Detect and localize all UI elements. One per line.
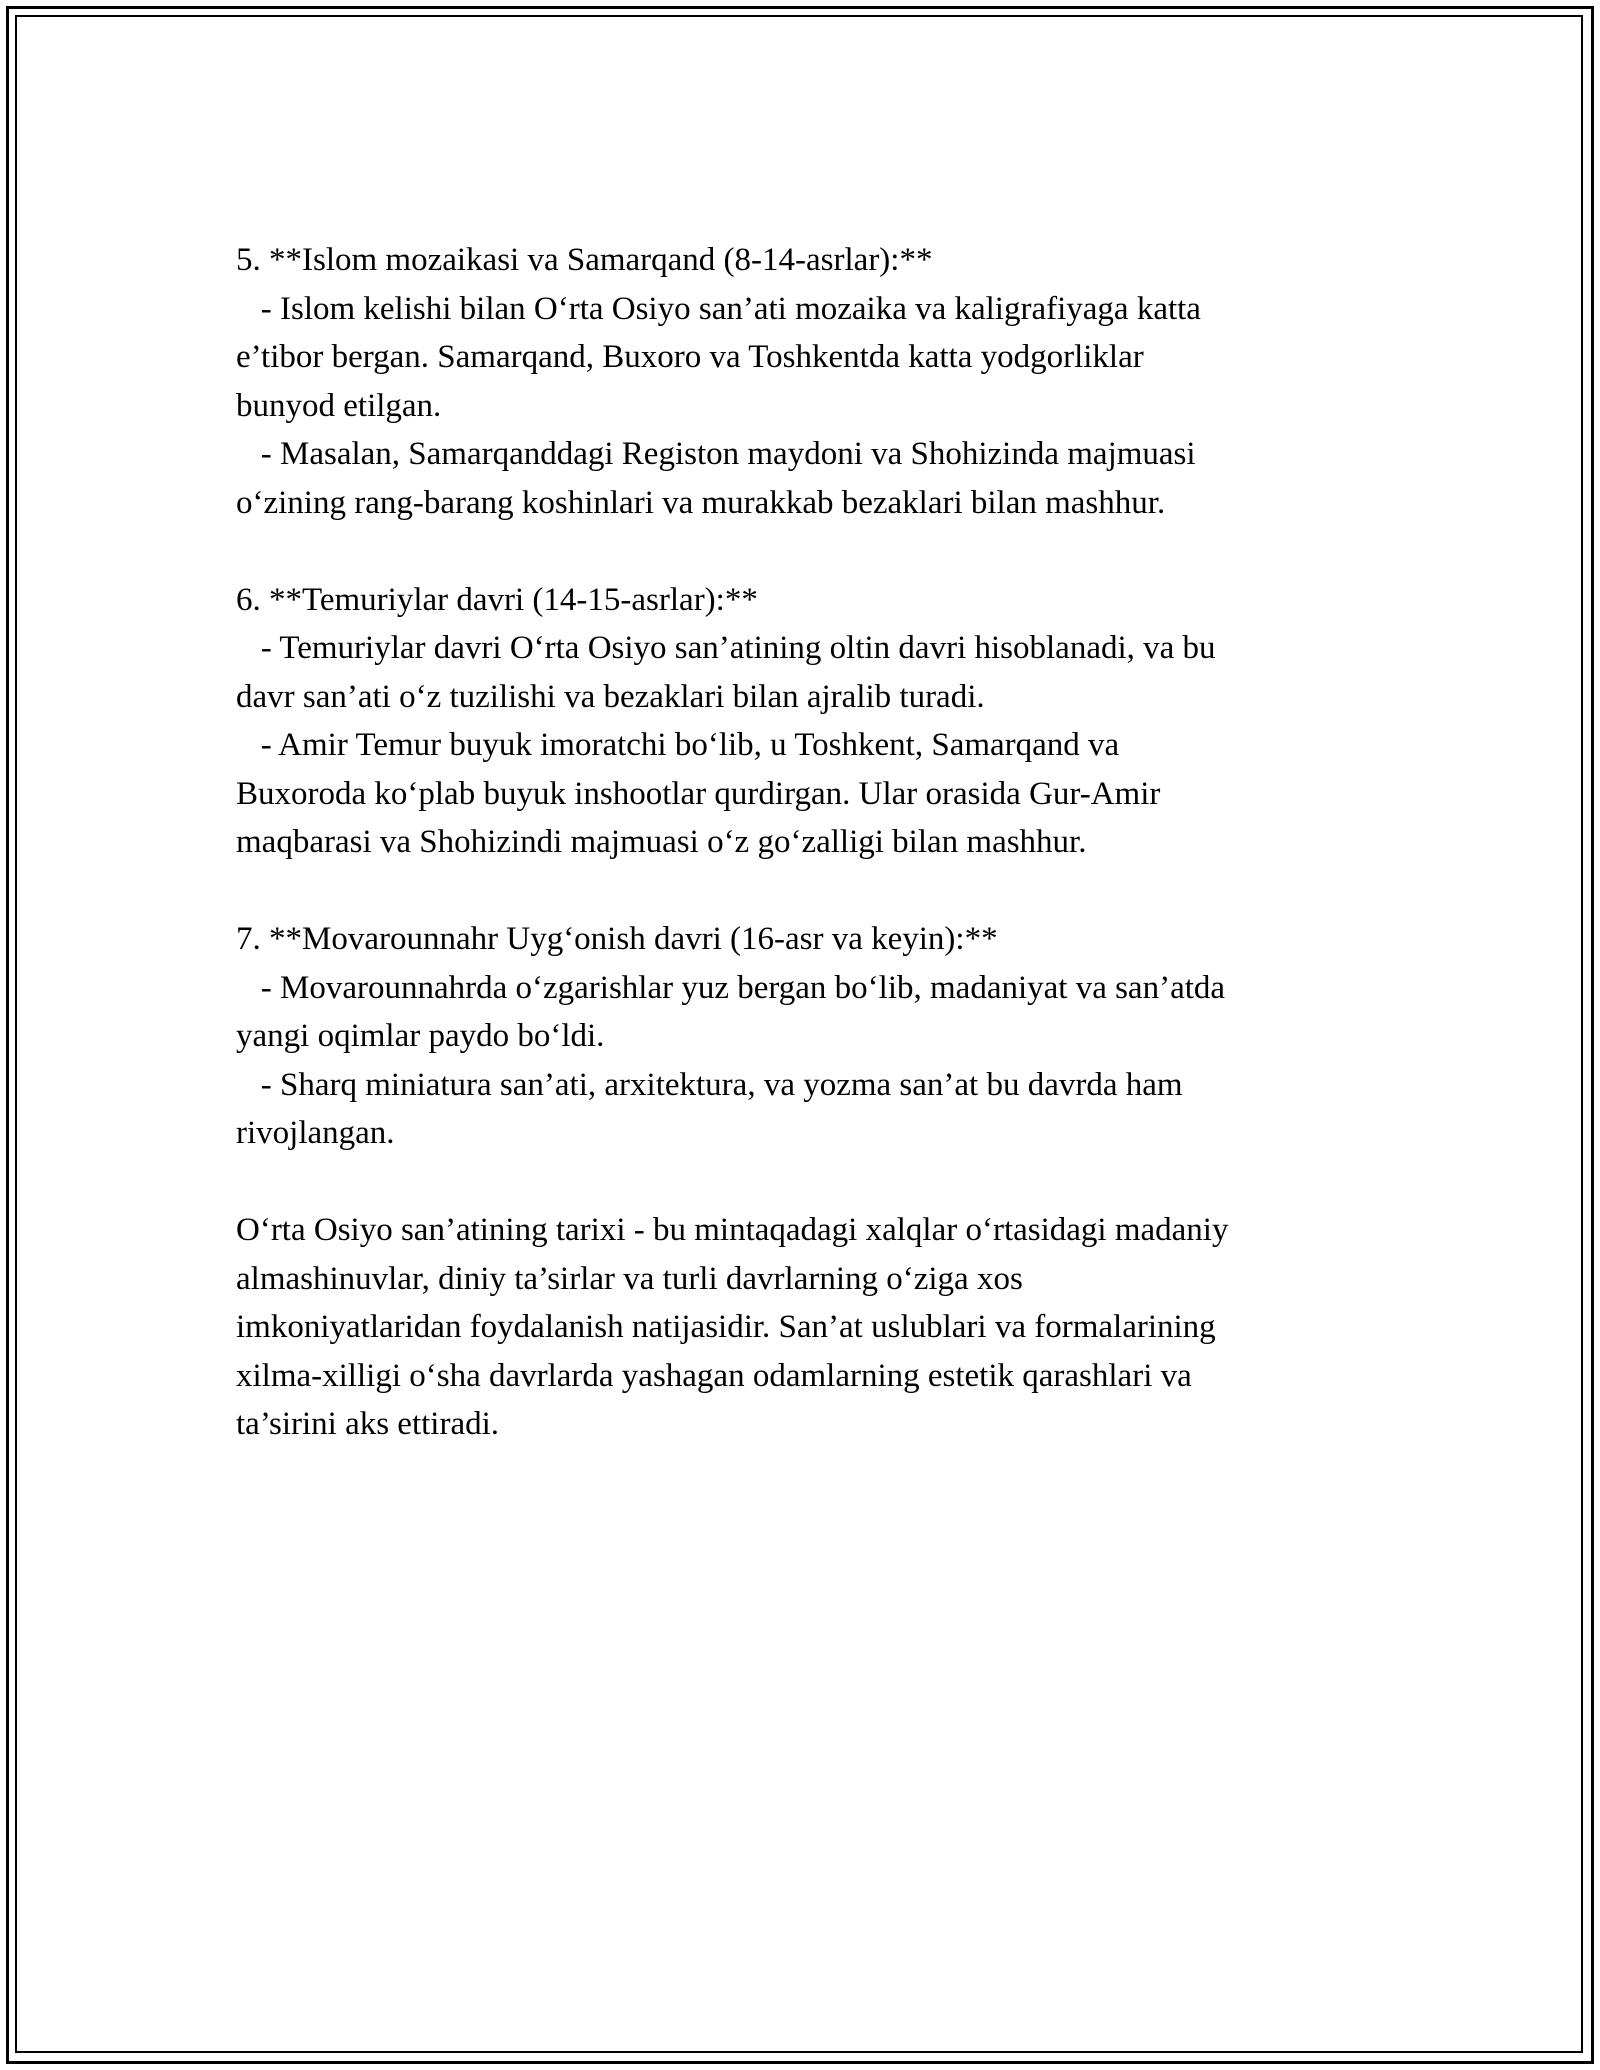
paragraph-line: ta’sirini aks ettiradi.	[236, 1406, 500, 1442]
paragraph-line: imkoniyatlaridan foydalanish natijasidir. San’at uslublari va formalarining	[236, 1309, 1216, 1345]
paragraph-gap	[236, 527, 1386, 576]
section-6	[236, 576, 1386, 867]
section-7	[236, 915, 1386, 1158]
paragraph-gap	[236, 1158, 1386, 1207]
conclusion-paragraph	[236, 1206, 1386, 1449]
paragraph-line: - Temuriylar davri O‘rta Osiyo san’atining oltin davri hisoblanadi, va bu	[236, 630, 1216, 666]
paragraph-line: almashinuvlar, diniy ta’sirlar va turli davrlarning o‘ziga xos	[236, 1260, 1023, 1297]
paragraph-line: O‘rta Osiyo san’atining tarixi - bu mintaqadagi xalqlar o‘rtasidagi madaniy	[236, 1212, 1229, 1248]
paragraph-gap	[236, 867, 1386, 916]
paragraph-line: - Islom kelishi bilan O‘rta Osiyo san’ati mozaika va kaligrafiyaga katta	[236, 290, 1201, 327]
section-heading: 5. **Islom mozaikasi va Samarqand (8-14-asrlar):**	[236, 242, 933, 278]
paragraph-line: - Masalan, Samarqanddagi Registon maydoni va Shohizinda majmuasi	[236, 436, 1196, 472]
paragraph-line: xilma-xilligi o‘sha davrlarda yashagan odamlarning estetik qarashlari va	[236, 1357, 1192, 1394]
paragraph-line: e’tibor bergan. Samarqand, Buxoro va Toshkentda katta yodgorliklar	[236, 339, 1144, 375]
paragraph-line: bunyod etilgan.	[236, 387, 442, 424]
paragraph-line: rivojlangan.	[236, 1115, 395, 1151]
paragraph-line: maqbarasi va Shohizindi majmuasi o‘z go‘zalligi bilan mashhur.	[236, 824, 1087, 860]
section-heading: 7. **Movarounnahr Uyg‘onish davri (16-asr va keyin):**	[236, 921, 998, 957]
section-5	[236, 236, 1386, 527]
paragraph-line: o‘zining rang-barang koshinlari va murakkab bezaklari bilan mashhur.	[236, 484, 1166, 521]
paragraph-line: - Movarounnahrda o‘zgarishlar yuz bergan bo‘lib, madaniyat va san’atda	[236, 969, 1226, 1006]
paragraph-line: Buxoroda ko‘plab buyuk inshootlar qurdirgan. Ular orasida Gur-Amir	[236, 775, 1161, 812]
paragraph-line: - Sharq miniatura san’ati, arxitektura, va yozma san’at bu davrda ham	[236, 1066, 1183, 1103]
paragraph-line: - Amir Temur buyuk imoratchi bo‘lib, u Toshkent, Samarqand va	[236, 727, 1120, 763]
paragraph-line: yangi oqimlar paydo bo‘ldi.	[236, 1018, 605, 1054]
paragraph-line: davr san’ati o‘z tuzilishi va bezaklari bilan ajralib turadi.	[236, 678, 985, 715]
document-body	[236, 236, 1386, 1449]
section-heading: 6. **Temuriylar davri (14-15-asrlar):**	[236, 581, 758, 618]
